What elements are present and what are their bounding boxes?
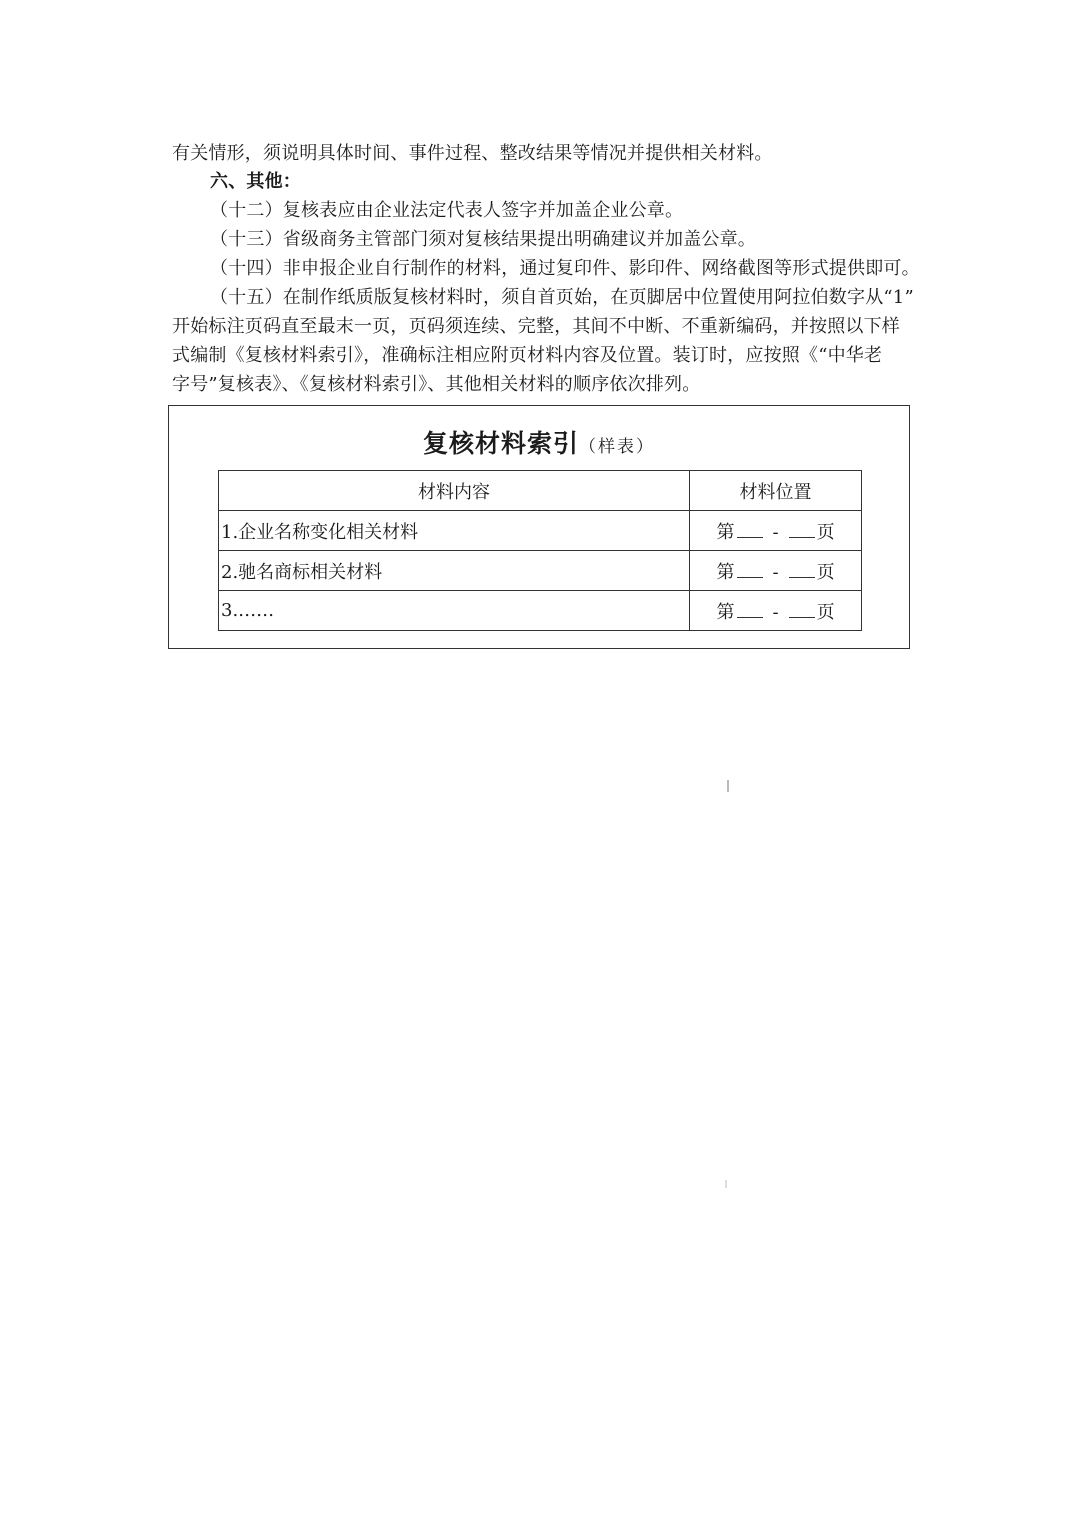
pos-separator: - <box>772 521 779 543</box>
sample-title-main: 复核材料索引 <box>422 429 579 458</box>
pos-prefix: 第 <box>716 561 735 583</box>
item-15-line-1: （十五）在制作纸质版复核材料时，须自首页始，在页脚居中位置使用阿拉伯数字从“1” <box>210 287 914 308</box>
pos-suffix: 页 <box>816 521 835 543</box>
row-position <box>690 551 862 591</box>
column-header-position: 材料位置 <box>690 471 862 511</box>
pos-suffix: 页 <box>816 561 835 583</box>
scan-speck <box>727 780 729 792</box>
sample-title <box>169 424 909 460</box>
blank-end-page <box>789 523 815 538</box>
row-content: 3.…… <box>219 591 690 631</box>
pos-prefix: 第 <box>716 601 735 623</box>
sample-title-sub: （样表） <box>579 437 655 457</box>
item-15-line-4: 字号”复核表》、《复核材料索引》、其他相关材料的顺序依次排列。 <box>172 374 701 395</box>
scan-speck <box>725 1180 727 1188</box>
sample-index-box <box>168 405 910 649</box>
row-content: 2.驰名商标相关材料 <box>219 551 690 591</box>
pos-prefix: 第 <box>716 521 735 543</box>
row-position <box>690 511 862 551</box>
blank-start-page <box>737 563 763 578</box>
row-position <box>690 591 862 631</box>
item-14: （十四）非申报企业自行制作的材料，通过复印件、影印件、网络截图等形式提供即可。 <box>210 258 920 279</box>
blank-end-page <box>789 563 815 578</box>
item-12: （十二）复核表应由企业法定代表人签字并加盖企业公章。 <box>210 200 684 221</box>
pos-suffix: 页 <box>816 601 835 623</box>
column-header-content: 材料内容 <box>219 471 690 511</box>
row-content: 1.企业名称变化相关材料 <box>219 511 690 551</box>
blank-start-page <box>737 523 763 538</box>
paragraph-line: 有关情形，须说明具体时间、事件过程、整改结果等情况并提供相关材料。 <box>172 143 773 164</box>
blank-start-page <box>737 603 763 618</box>
pos-separator: - <box>772 601 779 623</box>
materials-index-table <box>218 470 862 631</box>
item-15-line-3: 式编制《复核材料索引》，准确标注相应附页材料内容及位置。装订时，应按照《“中华老 <box>172 345 883 366</box>
table-row <box>219 591 862 631</box>
item-13: （十三）省级商务主管部门须对复核结果提出明确建议并加盖公章。 <box>210 229 756 250</box>
section-heading-other: 六、其他： <box>210 171 301 192</box>
table-row <box>219 511 862 551</box>
table-row <box>219 551 862 591</box>
item-15-line-2: 开始标注页码直至最末一页，页码须连续、完整，其间不中断、不重新编码，并按照以下样 <box>172 316 900 337</box>
table-header-row <box>219 471 862 511</box>
blank-end-page <box>789 603 815 618</box>
pos-separator: - <box>772 561 779 583</box>
